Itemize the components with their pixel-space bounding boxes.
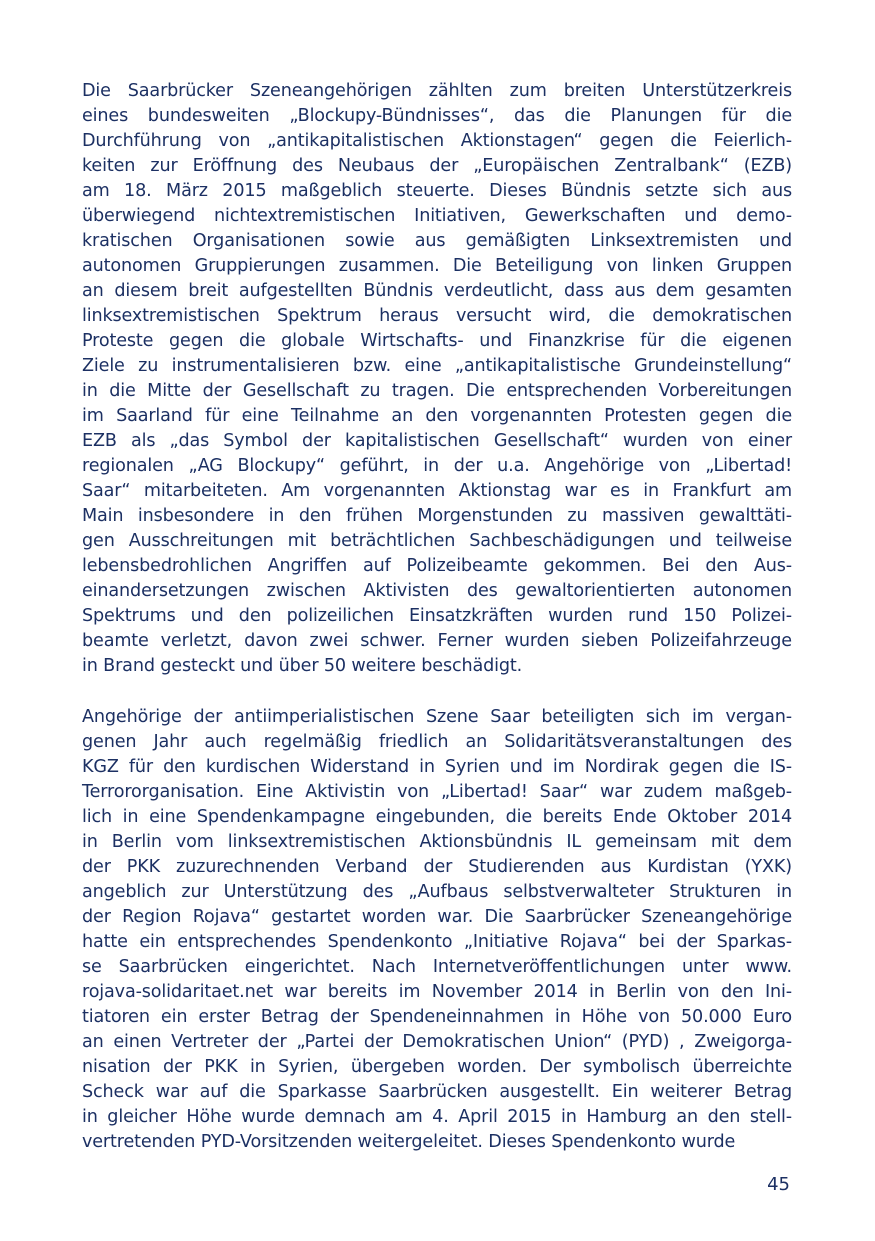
text-line: KGZ für den kurdischen Widerstand in Syrien und im Nordirak gegen die IS- xyxy=(82,757,792,777)
text-line: Terrororganisation. Eine Aktivistin von „Libertad! Saar“ war zudem maßgeb- xyxy=(82,782,792,802)
text-line: linksextremistischen Spektrum heraus versucht wird, die demokratischen xyxy=(82,306,792,326)
text-line: kratischen Organisationen sowie aus gemäßigten Linksextremisten und xyxy=(82,231,792,251)
text-line: angeblich zur Unterstützung des „Aufbaus selbstverwalteter Strukturen in xyxy=(82,882,792,902)
text-line: lich in eine Spendenkampagne eingebunden, die bereits Ende Oktober 2014 xyxy=(82,807,792,827)
text-line: in Berlin vom linksextremistischen Aktionsbündnis IL gemeinsam mit dem xyxy=(82,832,792,852)
paragraph-rojava xyxy=(82,705,792,1155)
text-line: nisation der PKK in Syrien, übergeben worden. Der symbolisch überreichte xyxy=(82,1057,792,1077)
text-line: überwiegend nichtextremistischen Initiativen, Gewerkschaften und demo- xyxy=(82,206,792,226)
text-line: vertretenden PYD-Vorsitzenden weitergeleitet. Dieses Spendenkonto wurde xyxy=(82,1132,736,1152)
text-line: Die Saarbrücker Szeneangehörigen zählten zum breiten Unterstützerkreis xyxy=(82,81,792,101)
text-line: rojava-solidaritaet.net war bereits im November 2014 in Berlin von den Ini- xyxy=(82,982,792,1002)
text-line: gen Ausschreitungen mit beträchtlichen Sachbeschädigungen und teilweise xyxy=(82,531,792,551)
text-line: an einen Vertreter der „Partei der Demokratischen Union“ (PYD) , Zweigorga- xyxy=(82,1032,792,1052)
text-line: autonomen Gruppierungen zusammen. Die Beteiligung von linken Gruppen xyxy=(82,256,792,276)
text-line: in die Mitte der Gesellschaft zu tragen. Die entsprechenden Vorbereitungen xyxy=(82,381,792,401)
text-line: Saar“ mitarbeiteten. Am vorgenannten Aktionstag war es in Frankfurt am xyxy=(82,481,792,501)
text-line: in gleicher Höhe wurde demnach am 4. April 2015 in Hamburg an den stell- xyxy=(82,1107,792,1127)
text-line: der PKK zuzurechnenden Verband der Studierenden aus Kurdistan (YXK) xyxy=(82,857,792,877)
text-line: im Saarland für eine Teilnahme an den vorgenannten Protesten gegen die xyxy=(82,406,792,426)
text-line: der Region Rojava“ gestartet worden war. Die Saarbrücker Szeneangehörige xyxy=(82,907,792,927)
text-line: Spektrums und den polizeilichen Einsatzkräften wurden rund 150 Polizei- xyxy=(82,606,792,626)
text-line: Main insbesondere in den frühen Morgenstunden zu massiven gewalttäti- xyxy=(82,506,792,526)
text-line: eines bundesweiten „Blockupy-Bündnisses“, das die Planungen für die xyxy=(82,106,792,126)
text-line: Ziele zu instrumentalisieren bzw. eine „antikapitalistische Grundeinstellung“ xyxy=(82,356,792,376)
text-line: an diesem breit aufgestellten Bündnis verdeutlicht, dass aus dem gesamten xyxy=(82,281,792,301)
text-line: EZB als „das Symbol der kapitalistischen Gesellschaft“ wurden von einer xyxy=(82,431,792,451)
text-line: tiatoren ein erster Betrag der Spendeneinnahmen in Höhe von 50.000 Euro xyxy=(82,1007,792,1027)
text-line: lebensbedrohlichen Angriffen auf Polizeibeamte gekommen. Bei den Aus- xyxy=(82,556,792,576)
text-line: hatte ein entsprechendes Spendenkonto „Initiative Rojava“ bei der Sparkas- xyxy=(82,932,792,952)
text-line: beamte verletzt, davon zwei schwer. Ferner wurden sieben Polizeifahrzeuge xyxy=(82,631,792,651)
text-line: Proteste gegen die globale Wirtschafts- und Finanzkrise für die eigenen xyxy=(82,331,792,351)
text-line: keiten zur Eröffnung des Neubaus der „Europäischen Zentralbank“ (EZB) xyxy=(82,156,792,176)
page-number: 45 xyxy=(767,1174,790,1195)
text-line: Durchführung von „antikapitalistischen Aktionstagen“ gegen die Feierlich- xyxy=(82,131,792,151)
text-line: Angehörige der antiimperialistischen Szene Saar beteiligten sich im vergan- xyxy=(82,707,792,727)
text-line: am 18. März 2015 maßgeblich steuerte. Dieses Bündnis setzte sich aus xyxy=(82,181,792,201)
text-line: se Saarbrücken eingerichtet. Nach Internetveröffentlichungen unter www. xyxy=(82,957,792,977)
text-line: in Brand gesteckt und über 50 weitere beschädigt. xyxy=(82,656,523,676)
text-line: einandersetzungen zwischen Aktivisten des gewaltorientierten autonomen xyxy=(82,581,792,601)
text-line: Scheck war auf die Sparkasse Saarbrücken ausgestellt. Ein weiterer Betrag xyxy=(82,1082,792,1102)
text-line: genen Jahr auch regelmäßig friedlich an Solidaritätsveranstaltungen des xyxy=(82,732,792,752)
paragraph-blockupy xyxy=(82,79,792,679)
text-line: regionalen „AG Blockupy“ geführt, in der u.a. Angehörige von „Libertad! xyxy=(82,456,792,476)
